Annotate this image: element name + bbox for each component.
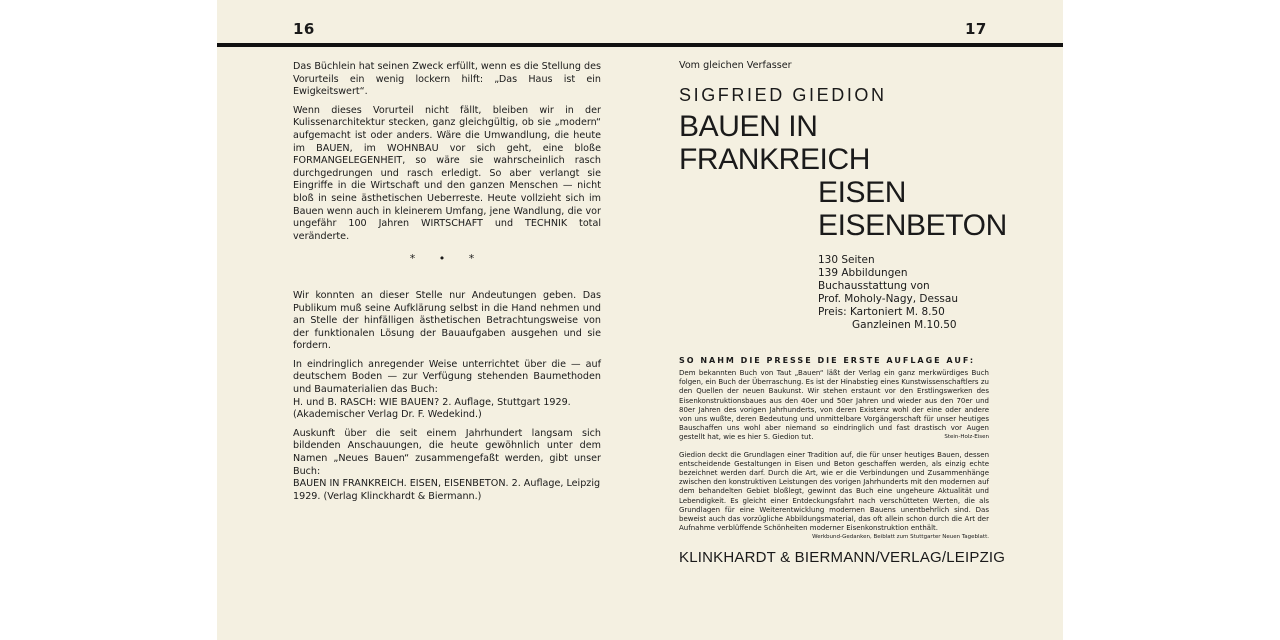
designer: Prof. Moholy-Nagy, Dessau [818,293,958,305]
title-line-2: EISEN [818,176,907,209]
press-heading: SO NAHM DIE PRESSE DIE ERSTE AUFLAGE AUF: [679,356,976,365]
book-spread [217,0,1063,640]
section-ornament: * • * [409,252,485,266]
press-review [679,369,989,443]
page-number-left: 16 [293,20,315,38]
paragraph: Das Büchlein hat seinen Zweck erfüllt, wenn es die Stellung des Vorurteils ein wenig lockern hilft: „Das Haus ist ein Ewigkeitswert“. [293,61,601,98]
paragraph: In eindringlich anregender Weise unterrichtet über die — auf deutschem Boden — zur Verfügung stehenden Baumethoden und Baumaterialien das Buch: [293,358,601,396]
book-specs [818,254,989,332]
review-text: Giedion deckt die Grundlagen einer Tradition auf, die für unser heutiges Bauen, dessen entscheidende Gestaltungen in Eisen und Beton geschaffen werden, als einzig echte bezeichnet werden darf. Durch die Art, wie er die Verbindungen und Zusammenhänge zwischen den konstruktiven Leistungen des vorigen Jahrhunderts mit den modernen auf dem behandelten Gebiet bloßlegt, gewinnt das Buch eine ungeheure Aktualität und Lebendigkeit. Es gleicht einer Entdeckungsfahrt nach verschütteten Werten, die als Grundlagen für eine Weiterentwicklung modernen Bauens unentbehrlich sind. Das beweist auch das vorzügliche Abbildungsmaterial, das oft allein schon durch die Art der Aufnahme verblüffende Schönheiten moderner Eisenkonstruktion enthält. [679,450,989,533]
design-label: Buchausstattung von [818,280,930,292]
author-name: SIGFRIED GIEDION [679,85,887,105]
book-reference: BAUEN IN FRANKREICH. EISEN, EISENBETON. 2. Auflage, Leipzig 1929. (Verlag Klinckhardt & Biermann.) [293,478,601,502]
price-cloth: Ganzleinen M.10.50 [852,319,957,331]
book-reference: H. und B. RASCH: WIE BAUEN? 2. Auflage, Stuttgart 1929. (Akademischer Verlag Dr. F. Wedekind.) [293,396,571,421]
illustration-count: 139 Abbildungen [818,267,908,279]
review-text: Dem bekannten Buch von Taut „Bauen“ läßt der Verlag ein ganz merkwürdiges Buch folgen, ein Buch der Überraschung. Es ist der Hinabstieg eines Kunstwissenschaftlers zu den Quellen der neuen Baukunst. Wir stehen erstaunt vor den Erstlingswerken des Eisenkonstruktionsbaues aus den 40er und 50er Jahren und wieder aus den 70er und 80er Jahren des vorigen Jahrhunderts, von deren Existenz wohl der eine oder andere von uns wußte, deren Bedeutung und unmittelbare Vorgängerschaft für unser heutiges Bauschaffen uns wohl aber niemand so eindringlich und fast drastisch vor Augen gestellt hat, wie es hier S. Giedion tut. [679,369,989,442]
right-page [679,60,1007,567]
publisher-imprint: KLINKHARDT & BIERMANN/VERLAG/LEIPZIG [679,549,1006,567]
price-paperback: Preis: Kartoniert M. 8.50 [818,306,945,318]
page-count: 130 Seiten [818,254,875,266]
paragraph: Auskunft über die seit einem Jahrhundert langsam sich bildenden Anschauungen, die heute gewöhnlich unter dem Namen „Neues Bauen“ zusammengefaßt werden, gibt unser Buch: [293,427,601,477]
left-page-text [293,61,601,509]
same-author-label: Vom gleichen Verfasser [679,60,792,71]
review-source: Werkbund-Gedanken, Beiblatt zum Stuttgarter Neuen Tageblatt. [812,534,989,541]
press-review [679,450,989,541]
paragraph: Wir konnten an dieser Stelle nur Andeutungen geben. Das Publikum muß seine Aufklärung selbst in die Hand nehmen und an Stelle der hinfälligen ästhetischen Betrachtungsweise von der funktionalen Lösung der Bauaufgaben ausgehen und sie fordern. [293,289,601,352]
paragraph: Wenn dieses Vorurteil nicht fällt, bleiben wir in der Kulissenarchitektur stecken, ganz gleichgültig, ob sie „modern“ aufgemacht ist oder anders. Wäre die Umwandlung, die heute im BAUEN, im WOHNBAU vor sich geht, eine bloße FORMANGELEGENHEIT, so wäre sie wahrscheinlich rasch durchgedrungen und rasch erledigt. So aber verlangt sie Eingriffe in die Wirtschaft und den ganzen Menschen — nicht bloß in seine ästhetischen Ueberreste. Heute vollzieht sich im Bauen wenn auch in kleinerem Umfang, jene Wandlung, die vor ungefähr 100 Jahren WIRTSCHAFT und TECHNIK total veränderte. [293,104,601,242]
review-source: Stein-Holz-Eisen [944,434,989,441]
book-title [679,110,1007,242]
title-line-3: EISENBETON [818,209,1007,242]
page-number-right: 17 [965,20,987,38]
title-line-1: BAUEN IN FRANKREICH [679,110,871,176]
header-rule [217,43,1063,47]
